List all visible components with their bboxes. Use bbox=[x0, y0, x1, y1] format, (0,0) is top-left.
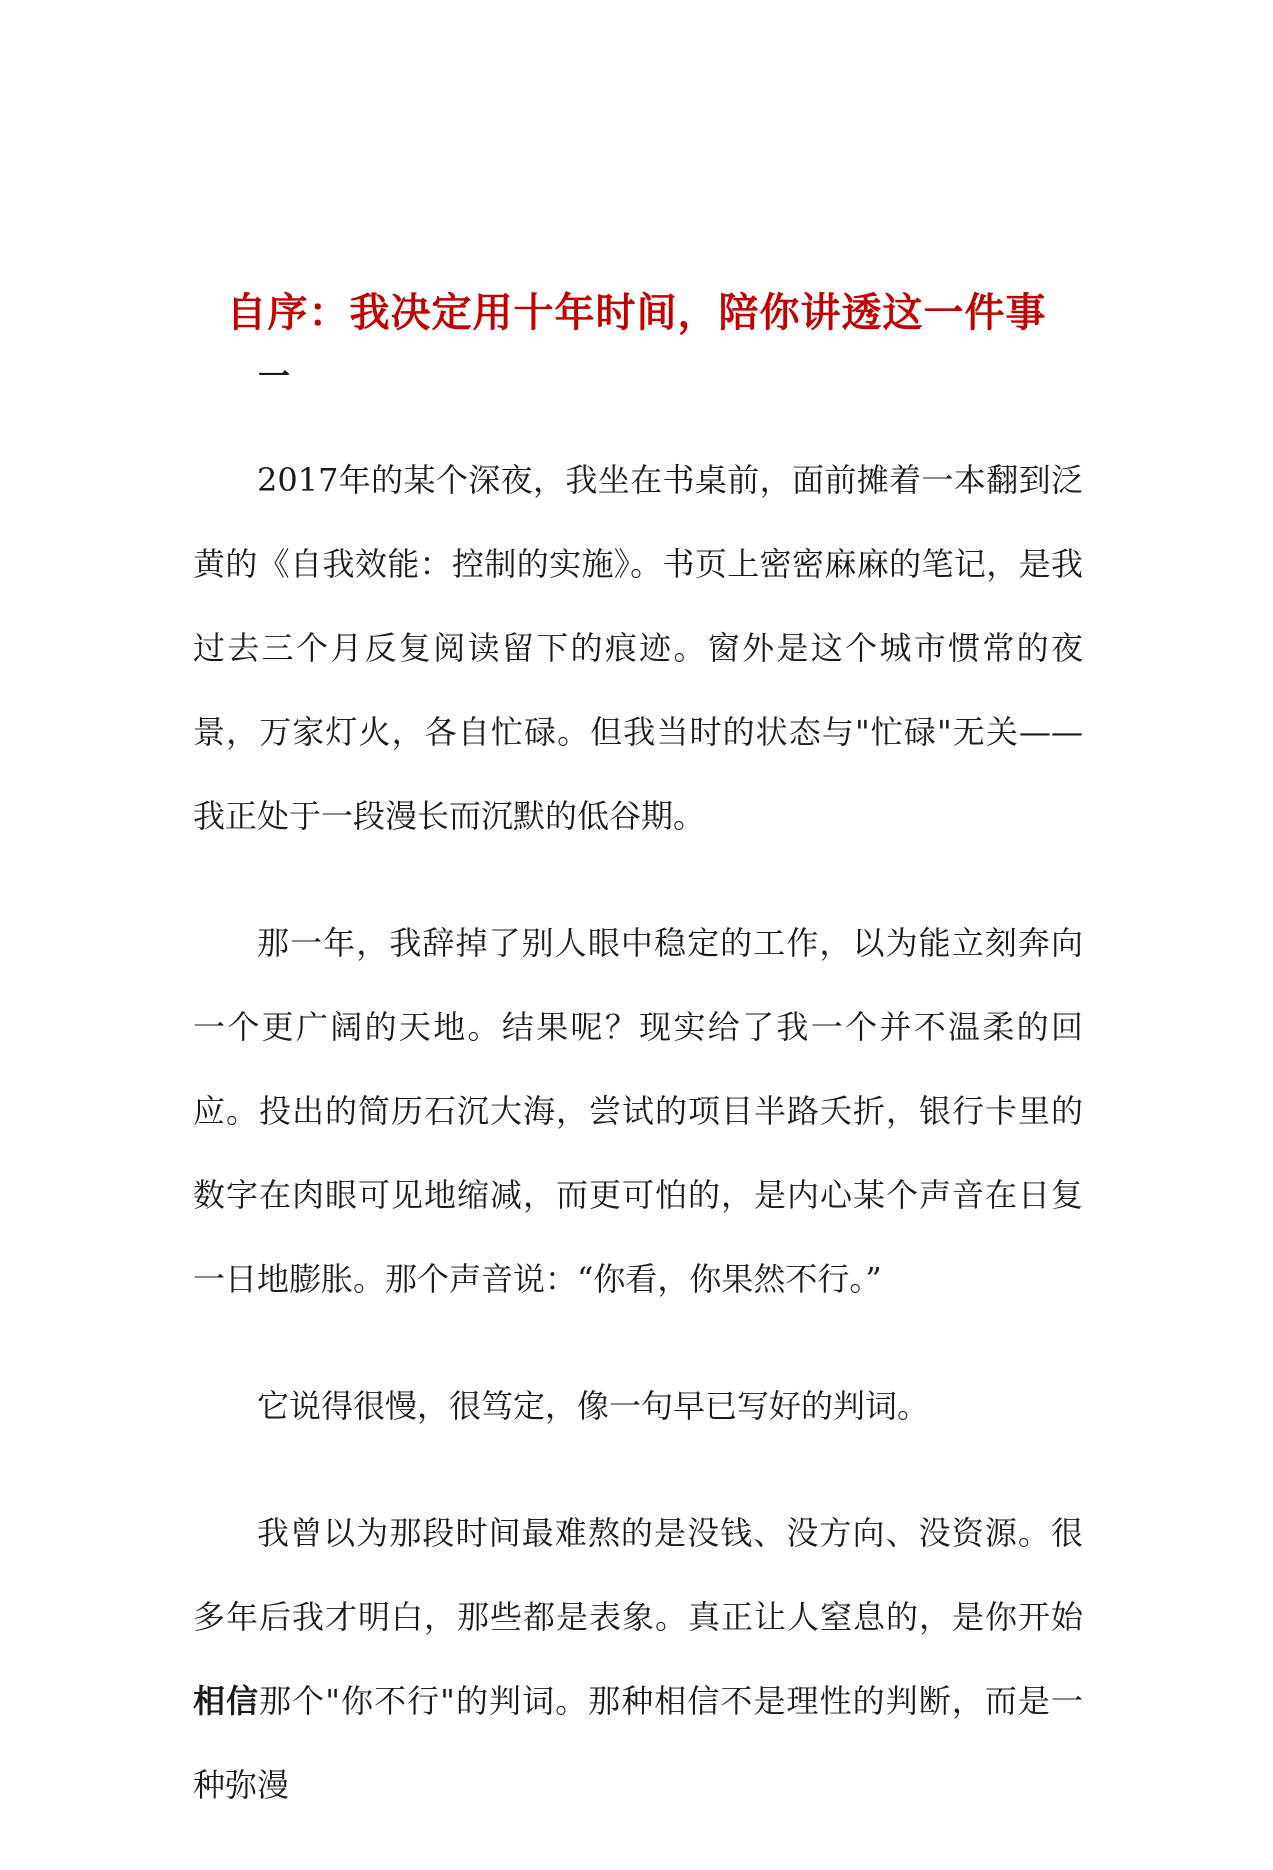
paragraph: 2017年的某个深夜，我坐在书桌前，面前摊着一本翻到泛黄的《自我效能：控制的实施》。书页上密密麻麻的笔记，是我过去三个月反复阅读留下的痕迹。窗外是这个城市惯常的夜景，万家灯火，各自忙碌。但我当时的状态与"忙碌"无关——我正处于一段漫长而沉默的低谷期。 bbox=[193, 461, 1083, 835]
paragraph bbox=[193, 1491, 1083, 1827]
paragraph: 那一年，我辞掉了别人眼中稳定的工作，以为能立刻奔向一个更广阔的天地。结果呢？现实给了我一个并不温柔的回应。投出的简历石沉大海，尝试的项目半路夭折，银行卡里的数字在肉眼可见地缩减，而更可怕的，是内心某个声音在日复一日地膨胀。那个声音说：“你看，你果然不行。” bbox=[193, 924, 1083, 1298]
paragraph-text: 我曾以为那段时间最难熬的是没钱、没方向、没资源。很多年后我才明白，那些都是表象。真正让人窒息的，是你开始 bbox=[193, 1514, 1083, 1636]
paragraph-text: 那个"你不行"的判词。那种相信不是理性的判断，而是一种弥漫 bbox=[193, 1682, 1083, 1804]
paragraph: 它说得很慢，很笃定，像一句早已写好的判词。 bbox=[257, 1387, 930, 1425]
chapter-title: 自序：我决定用十年时间，陪你讲透这一件事 bbox=[226, 288, 1047, 336]
body-text bbox=[193, 438, 1083, 1870]
section-marker: 一 bbox=[258, 357, 291, 395]
emphasized-word: 相信 bbox=[193, 1682, 260, 1720]
